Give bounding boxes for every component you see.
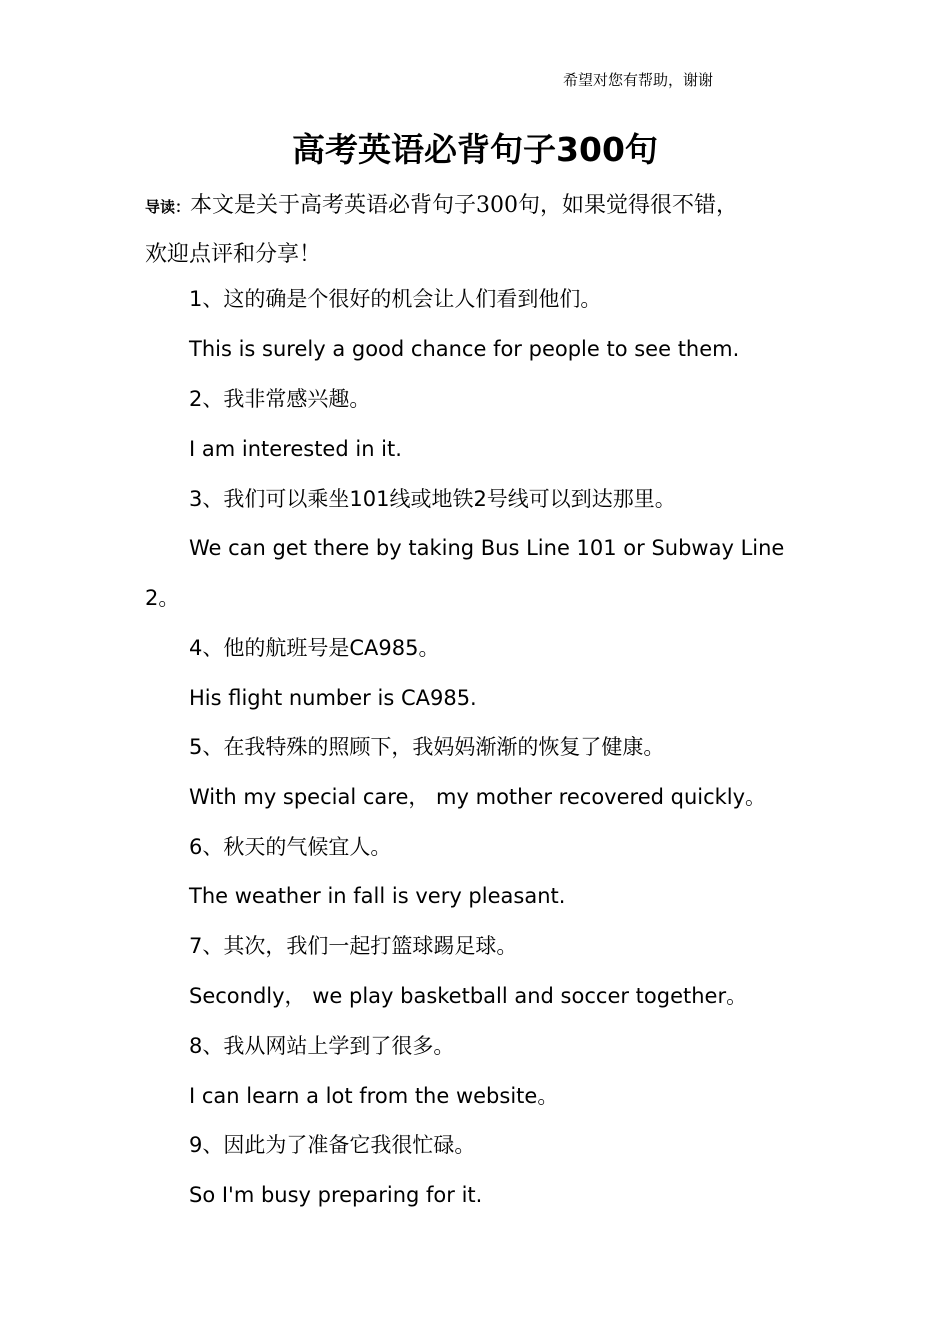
item-4-en: His flight number is CA985. [189,686,477,710]
item-1-zh: 1、这的确是个很好的机会让人们看到他们。 [189,287,602,311]
item-5-zh: 5、在我特殊的照顾下，我妈妈渐渐的恢复了健康。 [189,735,665,759]
intro-line-1 [145,182,835,231]
intro-paragraph [145,182,835,279]
item-9-en: So I'm busy preparing for it. [189,1183,483,1207]
item-2-en: I am interested in it. [189,437,402,461]
item-4-zh: 4、他的航班号是CA985。 [189,636,440,660]
intro-lead: 导读： [145,198,191,216]
item-3-zh: 3、我们可以乘坐101线或地铁2号线可以到达那里。 [189,487,676,511]
item-8-zh: 8、我从网站上学到了很多。 [189,1034,455,1058]
item-6-en: The weather in fall is very pleasant. [189,884,566,908]
item-2-zh: 2、我非常感兴趣。 [189,387,371,411]
item-8-en: I can learn a lot from the website。 [189,1084,559,1108]
item-9-zh: 9、因此为了准备它我很忙碌。 [189,1133,476,1157]
item-3-en-continued: 2。 [145,586,180,610]
document-title: 高考英语必背句子300句 [292,130,658,169]
item-6-zh: 6、秋天的气候宜人。 [189,835,392,859]
intro-text-1: 本文是关于高考英语必背句子300句，如果觉得很不错， [190,193,739,218]
item-1-en: This is surely a good chance for people to see them. [189,337,740,361]
item-7-zh: 7、其次，我们一起打篮球踢足球。 [189,934,518,958]
item-3-en: We can get there by taking Bus Line 101 or Subway Line [189,536,785,560]
intro-line-2: 欢迎点评和分享！ [145,242,322,267]
item-5-en: With my special care， my mother recovered quickly。 [189,785,767,809]
item-7-en: Secondly， we play basketball and soccer together。 [189,984,748,1008]
header-note: 希望对您有帮助，谢谢 [563,71,714,89]
